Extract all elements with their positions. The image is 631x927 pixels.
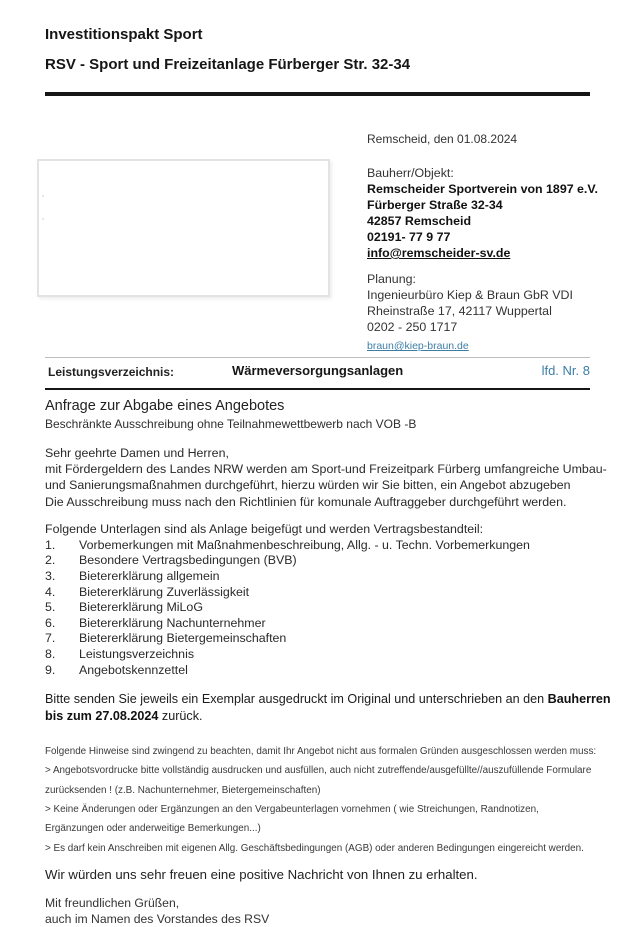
hint-line: Ergänzungen oder anderweitige Bemerkungen...)	[45, 823, 261, 835]
signoff-on-behalf: auch im Namen des Vorstandes des RSV	[45, 911, 270, 926]
hint-line: zurücksenden ! (z.B. Nachunternehmer, Bietergemeinschaften)	[45, 784, 321, 796]
planung-phone: 0202 - 250 1717	[367, 320, 458, 334]
hint-line: > Keine Änderungen oder Ergänzungen an den Vergabeunterlagen vornehmen ( wie Streichungen, Randnotizen,	[45, 804, 539, 816]
lv-title: Wärmeversorgungsanlagen	[232, 363, 404, 378]
lv-label: Leistungsverzeichnis:	[48, 365, 175, 379]
list-item	[45, 538, 593, 554]
signoff	[45, 895, 593, 927]
letter-body	[45, 398, 611, 927]
list-item-text: Besondere Vertragsbedingungen (BVB)	[79, 553, 297, 568]
closing-wish: Wir würden uns sehr freuen eine positive Nachricht von Ihnen zu erhalten.	[45, 866, 478, 882]
attachments-list	[45, 538, 593, 678]
return-request-bold: Bauherren	[547, 692, 611, 707]
formal-hints	[45, 742, 597, 858]
list-item-text: Bietererklärung Nachunternehmer	[79, 615, 266, 630]
bauherr-label: Bauherr/Objekt:	[367, 166, 454, 180]
lv-band-rule-bottom	[45, 388, 590, 390]
planung-label: Planung:	[367, 272, 416, 286]
list-item-number: 4.	[45, 584, 56, 599]
list-item	[45, 569, 593, 585]
list-item	[45, 647, 593, 663]
list-item-number: 8.	[45, 646, 56, 661]
letterhead-rule	[45, 92, 590, 96]
list-item-text: Angebotskennzettel	[79, 662, 188, 677]
intro-line: Die Ausschreibung muss nach den Richtlinien für komunale Auftraggeber durchgeführt werden.	[45, 494, 567, 509]
lv-band-rule-top	[45, 357, 590, 358]
planung-email-link[interactable]: braun@kiep-braun.de	[367, 340, 469, 352]
list-item	[45, 600, 593, 616]
bauherr-phone: 02191- 77 9 77	[367, 230, 451, 244]
signoff-greeting: Mit freundlichen Grüßen,	[45, 895, 180, 910]
list-item-number: 3.	[45, 569, 56, 583]
bauherr-email-link[interactable]: info@remscheider-sv.de	[367, 246, 511, 260]
return-request-text: zurück.	[158, 709, 203, 724]
letterhead-object-title: RSV - Sport und Freizeitanlage Fürberger Str. 32-34	[45, 56, 411, 73]
salutation: Sehr geehrte Damen und Herren,	[45, 446, 229, 460]
bauherr-block	[367, 165, 598, 261]
list-item-number: 2.	[45, 553, 56, 568]
planung-street: Rheinstraße 17, 42117 Wuppertal	[367, 304, 552, 318]
hint-line: > Es darf kein Anschreiben mit eigenen Allg. Geschäftsbedingungen (AGB) oder anderen Bedingungen eingereicht werden.	[45, 842, 584, 854]
list-item-text: Bietererklärung allgemein	[79, 569, 220, 583]
subject-subtitle: Beschränkte Ausschreibung ohne Teilnahmewettbewerb nach VOB -B	[45, 417, 417, 431]
list-item	[45, 553, 593, 569]
list-item	[45, 631, 593, 647]
list-item-text: Bietererklärung Bietergemeinschaften	[79, 631, 287, 646]
date-line: Remscheid, den 01.08.2024	[367, 132, 518, 146]
list-item	[45, 663, 593, 679]
hint-line: > Angebotsvordrucke bitte vollständig ausdrucken und ausfüllen, auch nicht zutreffende/ausgefüllte//auszufüllende Formulare	[45, 765, 592, 777]
list-item-number: 5.	[45, 600, 56, 615]
list-item-text: Bietererklärung MiLoG	[79, 600, 203, 615]
list-item-text: Leistungsverzeichnis	[79, 646, 195, 661]
recipient-address-box	[37, 159, 330, 297]
return-request	[45, 691, 611, 725]
address-box-mark: ,	[42, 191, 44, 198]
intro-line: mit Fördergeldern des Landes NRW werden am Sport-und Freizeitpark Fürberg umfangreiche Umbau-	[45, 462, 607, 477]
intro-paragraph	[45, 445, 607, 510]
address-box-mark: ,	[42, 214, 44, 221]
intro-line: und Sanierungsmaßnahmen durchgeführt, hierzu würden wir Sie bitten, ein Angebot abzugeben	[45, 478, 571, 493]
return-request-text: Bitte senden Sie jeweils ein Exemplar ausgedruckt im Original und unterschrieben an den	[45, 692, 548, 707]
hints-intro: Folgende Hinweise sind zwingend zu beachten, damit Ihr Angebot nicht aus formalen Gründen ausgeschlossen werden muss:	[45, 746, 597, 758]
letterhead-project-title: Investitionspakt Sport	[45, 26, 203, 43]
list-item-number: 6.	[45, 615, 56, 630]
list-item-text: Vorbemerkungen mit Maßnahmenbeschreibung, Allg. - u. Techn. Vorbemerkungen	[79, 537, 530, 552]
list-item	[45, 616, 593, 632]
bauherr-street: Fürberger Straße 32-34	[367, 198, 503, 212]
bauherr-name: Remscheider Sportverein von 1897 e.V.	[367, 182, 598, 196]
list-item-number: 1.	[45, 537, 56, 552]
subject-title: Anfrage zur Abgabe eines Angebotes	[45, 398, 285, 414]
list-item-number: 9.	[45, 662, 56, 677]
list-item	[45, 585, 593, 601]
return-deadline-bold: bis zum 27.08.2024	[45, 709, 159, 724]
list-item-number: 7.	[45, 631, 56, 646]
planung-name: Ingenieurbüro Kiep & Braun GbR VDI	[367, 288, 573, 302]
planung-block	[367, 271, 573, 354]
lv-running-number: lfd. Nr. 8	[541, 363, 590, 378]
attachments-intro: Folgende Unterlagen sind als Anlage beigefügt und werden Vertragsbestandteil:	[45, 521, 484, 536]
list-item-text: Bietererklärung Zuverlässigkeit	[79, 584, 250, 599]
bauherr-city: 42857 Remscheid	[367, 214, 472, 228]
